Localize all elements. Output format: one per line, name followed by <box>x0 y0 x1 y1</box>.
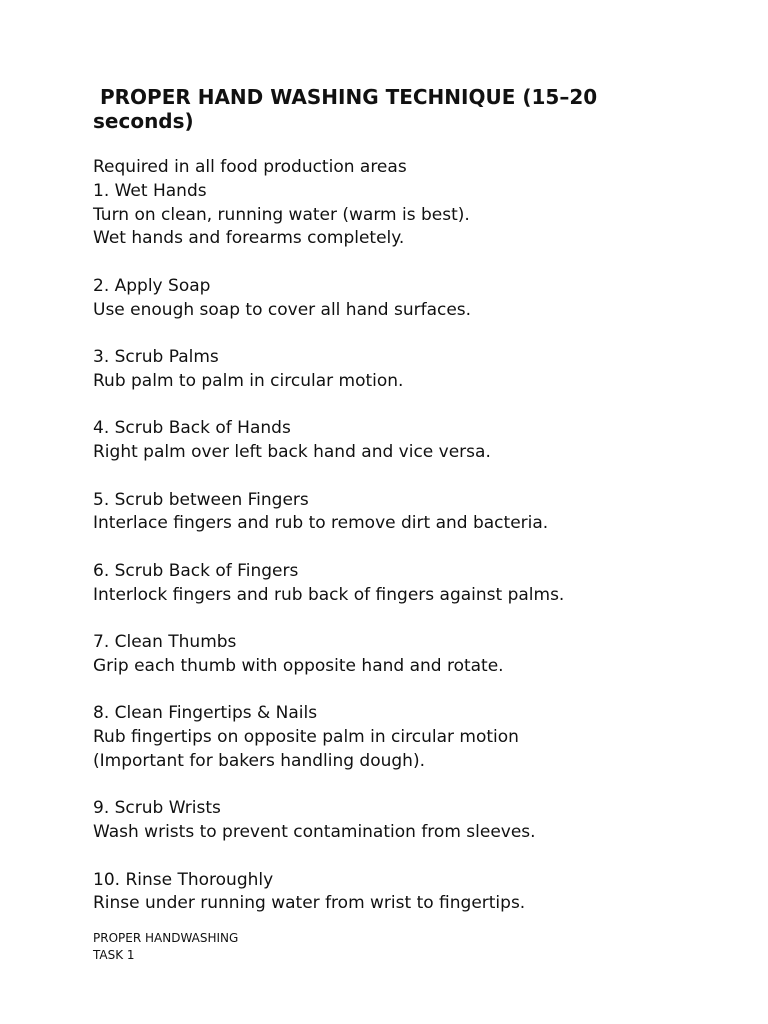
step-instruction: Rinse under running water from wrist to fingertips. <box>93 893 526 914</box>
step-heading: 10. Rinse Thoroughly <box>93 869 274 890</box>
step-heading: 9. Scrub Wrists <box>93 798 221 819</box>
step-heading: 4. Scrub Back of Hands <box>93 418 291 439</box>
step-instruction: Right palm over left back hand and vice versa. <box>93 442 491 462</box>
document-title: PROPER HAND WASHING TECHNIQUE (15–20 seconds) <box>93 85 605 133</box>
step-scrub-back-of-hands <box>93 417 733 465</box>
step-heading: 3. Scrub Palms <box>93 347 219 367</box>
step-instruction: Rub fingertips on opposite palm in circular motion <box>93 727 519 747</box>
step-scrub-wrists <box>93 797 733 845</box>
document-body <box>93 156 733 916</box>
step-instruction: Use enough soap to cover all hand surfaces. <box>93 299 472 320</box>
step-heading: 6. Scrub Back of Fingers <box>93 560 299 581</box>
step-scrub-between-fingers <box>93 489 733 537</box>
step-instruction: Turn on clean, running water (warm is best). <box>93 204 470 225</box>
footer-task-label: TASK 1 <box>93 948 135 962</box>
step-scrub-back-of-fingers <box>93 560 733 608</box>
step-instruction: Wet hands and forearms completely. <box>93 228 405 249</box>
step-scrub-palms <box>93 346 733 394</box>
step-instruction: Rub palm to palm in circular motion. <box>93 370 404 391</box>
step-instruction: Wash wrists to prevent contamination from sleeves. <box>93 822 536 842</box>
intro-text: Required in all food production areas <box>93 157 407 177</box>
step-clean-thumbs <box>93 631 733 679</box>
step-instruction: Interlock fingers and rub back of fingers against palms. <box>93 584 565 605</box>
step-rinse-thoroughly <box>93 869 733 917</box>
step-clean-fingertips-nails <box>93 702 733 773</box>
step-wet-hands <box>93 180 733 251</box>
page-footer <box>93 930 238 964</box>
footer-title: PROPER HANDWASHING <box>93 931 239 945</box>
step-instruction: Grip each thumb with opposite hand and rotate. <box>93 655 504 676</box>
step-heading: 7. Clean Thumbs <box>93 632 237 652</box>
step-heading: 2. Apply Soap <box>93 275 211 296</box>
step-heading: 1. Wet Hands <box>93 180 207 201</box>
step-heading: 5. Scrub between Fingers <box>93 489 309 510</box>
step-instruction: (Important for bakers handling dough). <box>93 750 425 771</box>
step-apply-soap <box>93 275 733 323</box>
step-heading: 8. Clean Fingertips & Nails <box>93 703 318 724</box>
step-instruction: Interlace fingers and rub to remove dirt and bacteria. <box>93 513 549 534</box>
